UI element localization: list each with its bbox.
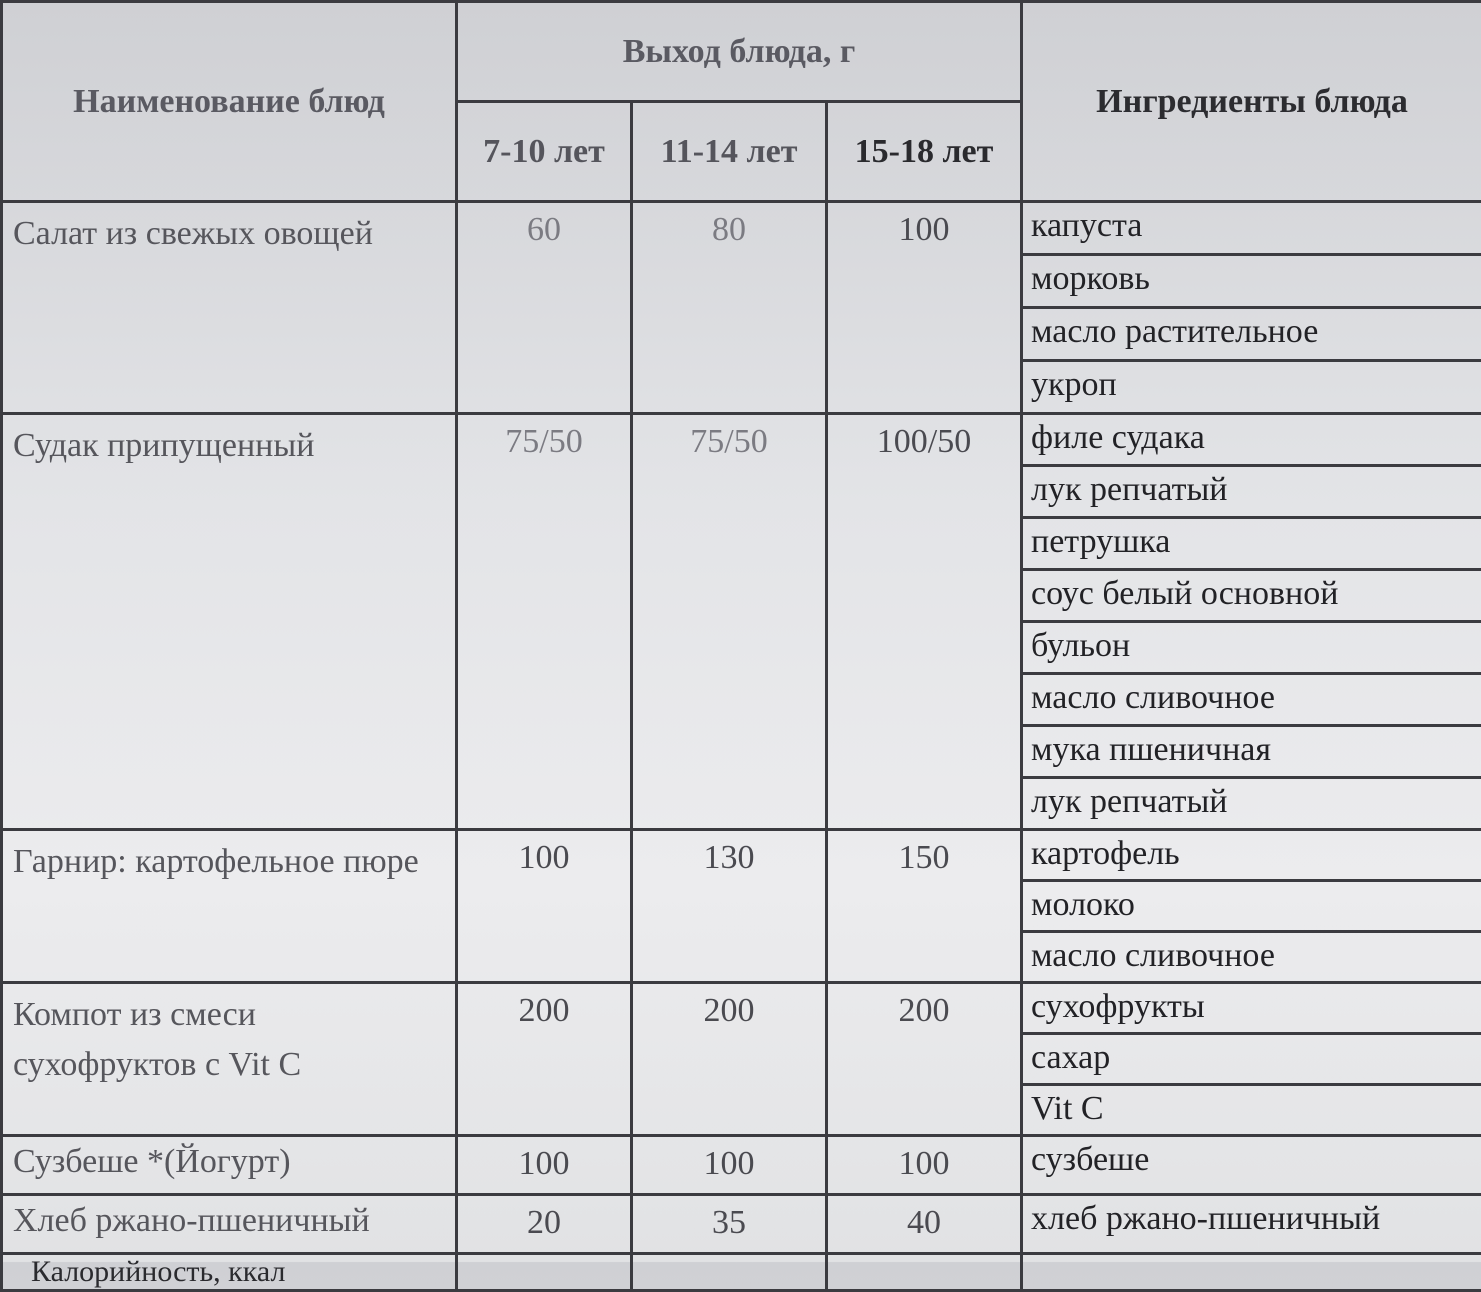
ingredient-cell[interactable]: картофель (1022, 830, 1481, 881)
ingredient-cell[interactable]: сузбеше (1022, 1136, 1481, 1195)
dish-name-cell[interactable]: Компот из смеси сухофруктов с Vit C (2, 983, 457, 1136)
yield-cell[interactable]: 100 (457, 830, 632, 983)
empty-cell[interactable] (827, 1254, 1022, 1291)
yield-cell[interactable]: 150 (827, 830, 1022, 983)
yield-cell[interactable]: 40 (827, 1195, 1022, 1254)
dish-name-cell[interactable]: Хлеб ржано-пшеничный (2, 1195, 457, 1254)
header-yield[interactable]: Выход блюда, г (457, 2, 1022, 102)
yield-cell[interactable]: 35 (632, 1195, 827, 1254)
header-age-11-14[interactable]: 11-14 лет (632, 102, 827, 202)
ingredient-cell[interactable]: сухофрукты (1022, 983, 1481, 1034)
empty-cell[interactable] (632, 1254, 827, 1291)
yield-cell[interactable]: 100 (827, 202, 1022, 414)
ingredient-cell[interactable]: лук репчатый (1022, 466, 1481, 518)
ingredient-cell[interactable]: сахар (1022, 1034, 1481, 1085)
yield-cell[interactable]: 100 (457, 1136, 632, 1195)
ingredient-cell[interactable]: масло растительное (1022, 308, 1481, 361)
dish-name-cell[interactable]: Салат из свежых овощей (2, 202, 457, 414)
dish-name-cell[interactable]: Сузбеше *(Йогурт) (2, 1136, 457, 1195)
yield-cell[interactable]: 75/50 (632, 414, 827, 830)
yield-cell[interactable]: 200 (457, 983, 632, 1136)
ingredient-cell[interactable]: масло сливочное (1022, 932, 1481, 983)
yield-cell[interactable]: 200 (827, 983, 1022, 1136)
dish-name-cell[interactable]: Гарнир: картофельное пюре (2, 830, 457, 983)
yield-cell[interactable]: 75/50 (457, 414, 632, 830)
ingredient-cell[interactable]: филе судака (1022, 414, 1481, 466)
header-age-15-18[interactable]: 15-18 лет (827, 102, 1022, 202)
yield-cell[interactable]: 200 (632, 983, 827, 1136)
empty-cell[interactable] (1022, 1254, 1481, 1291)
dish-name-cell[interactable]: Судак припущенный (2, 414, 457, 830)
calorie-label-cell[interactable]: Калорийность, ккал (2, 1254, 457, 1291)
ingredient-cell[interactable]: хлеб ржано-пшеничный (1022, 1195, 1481, 1254)
yield-cell[interactable]: 100/50 (827, 414, 1022, 830)
ingredient-cell[interactable]: масло сливочное (1022, 674, 1481, 726)
ingredient-cell[interactable]: петрушка (1022, 518, 1481, 570)
ingredient-cell[interactable]: молоко (1022, 881, 1481, 932)
empty-cell[interactable] (457, 1254, 632, 1291)
yield-cell[interactable]: 130 (632, 830, 827, 983)
yield-cell[interactable]: 20 (457, 1195, 632, 1254)
yield-cell[interactable]: 80 (632, 202, 827, 414)
ingredient-cell[interactable]: соус белый основной (1022, 570, 1481, 622)
ingredient-cell[interactable]: бульон (1022, 622, 1481, 674)
yield-cell[interactable]: 100 (827, 1136, 1022, 1195)
ingredient-cell[interactable]: укроп (1022, 361, 1481, 414)
header-age-7-10[interactable]: 7-10 лет (457, 102, 632, 202)
ingredient-cell[interactable]: капуста (1022, 202, 1481, 255)
ingredient-cell[interactable]: Vit C (1022, 1085, 1481, 1136)
header-ingredients[interactable]: Ингредиенты блюда (1022, 2, 1481, 202)
ingredient-cell[interactable]: мука пшеничная (1022, 726, 1481, 778)
ingredient-cell[interactable]: морковь (1022, 255, 1481, 308)
yield-cell[interactable]: 60 (457, 202, 632, 414)
ingredient-cell[interactable]: лук репчатый (1022, 778, 1481, 830)
yield-cell[interactable]: 100 (632, 1136, 827, 1195)
header-dish-name[interactable]: Наименование блюд (2, 2, 457, 202)
